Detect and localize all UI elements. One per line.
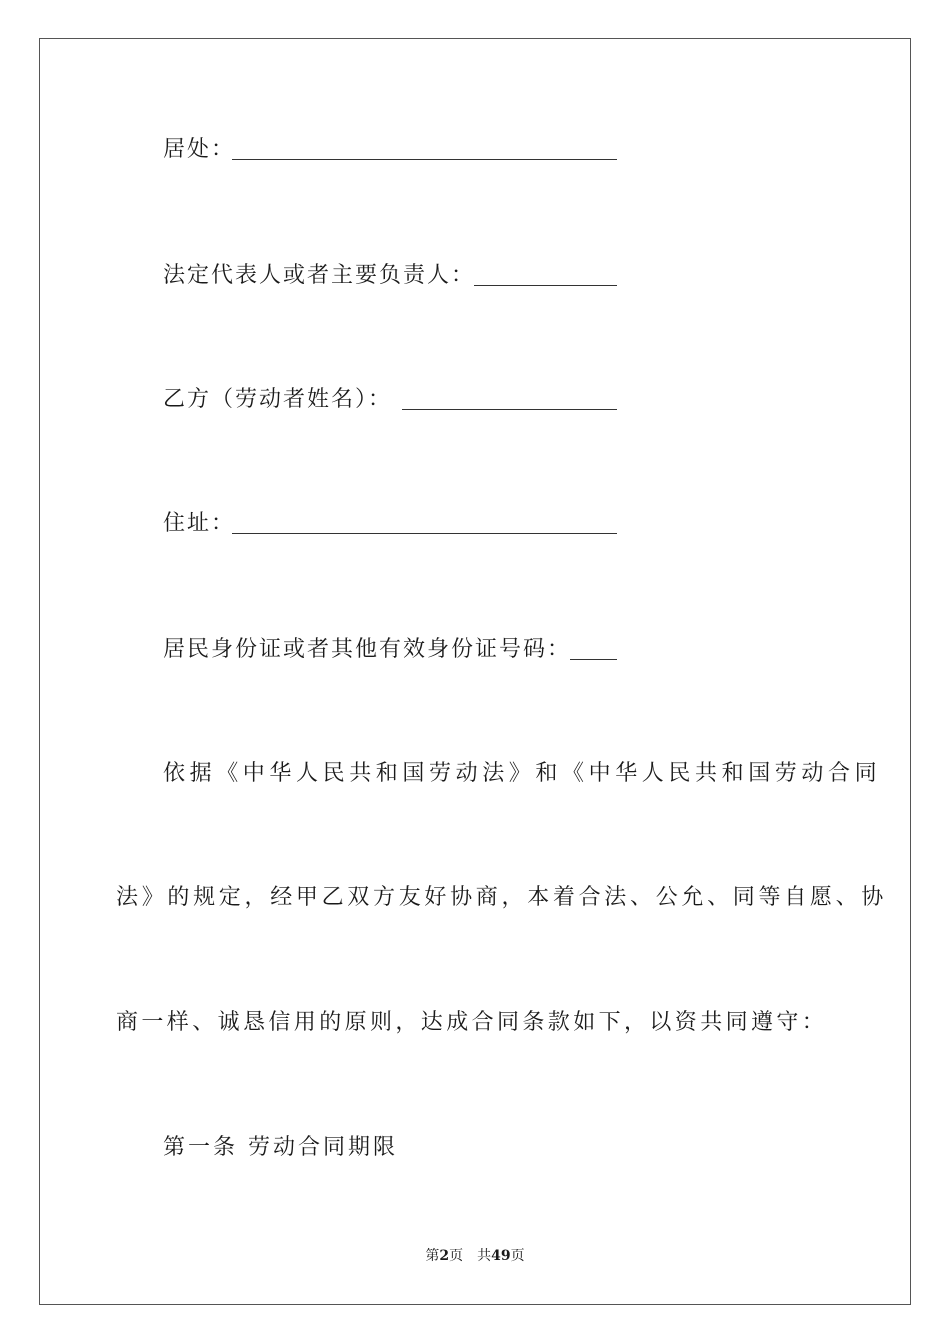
address-label: 住址： — [163, 511, 236, 536]
paragraph-line-1: 依据《中华人民共和国劳动法》和《中华人民共和国劳动合同 — [163, 761, 882, 786]
page-footer — [0, 1246, 950, 1266]
page-suffix: 页 — [510, 1248, 525, 1264]
residence-label: 居处： — [163, 137, 236, 162]
residence-blank — [232, 159, 617, 160]
page-mid: 页 共 — [449, 1248, 492, 1264]
current-page-number: 2 — [439, 1248, 450, 1264]
paragraph-line-3: 商一样、诚恳信用的原则，达成合同条款如下，以资共同遵守： — [116, 1010, 828, 1035]
id-number-blank — [570, 659, 617, 660]
paragraph-line-2: 法》的规定，经甲乙双方友好协商，本着合法、公允、同等自愿、协 — [116, 885, 888, 910]
party-b-name-blank — [402, 409, 617, 410]
legal-representative-label: 法定代表人或者主要负责人： — [163, 263, 476, 288]
party-b-name-label: 乙方（劳动者姓名）： — [163, 387, 393, 412]
article-one-heading: 第一条 劳动合同期限 — [163, 1135, 398, 1160]
address-blank — [232, 533, 617, 534]
id-number-label: 居民身份证或者其他有效身份证号码： — [163, 637, 572, 662]
page-border — [39, 38, 911, 1305]
total-page-count: 49 — [491, 1248, 511, 1264]
legal-representative-blank — [474, 285, 617, 286]
page-prefix: 第 — [425, 1248, 440, 1264]
